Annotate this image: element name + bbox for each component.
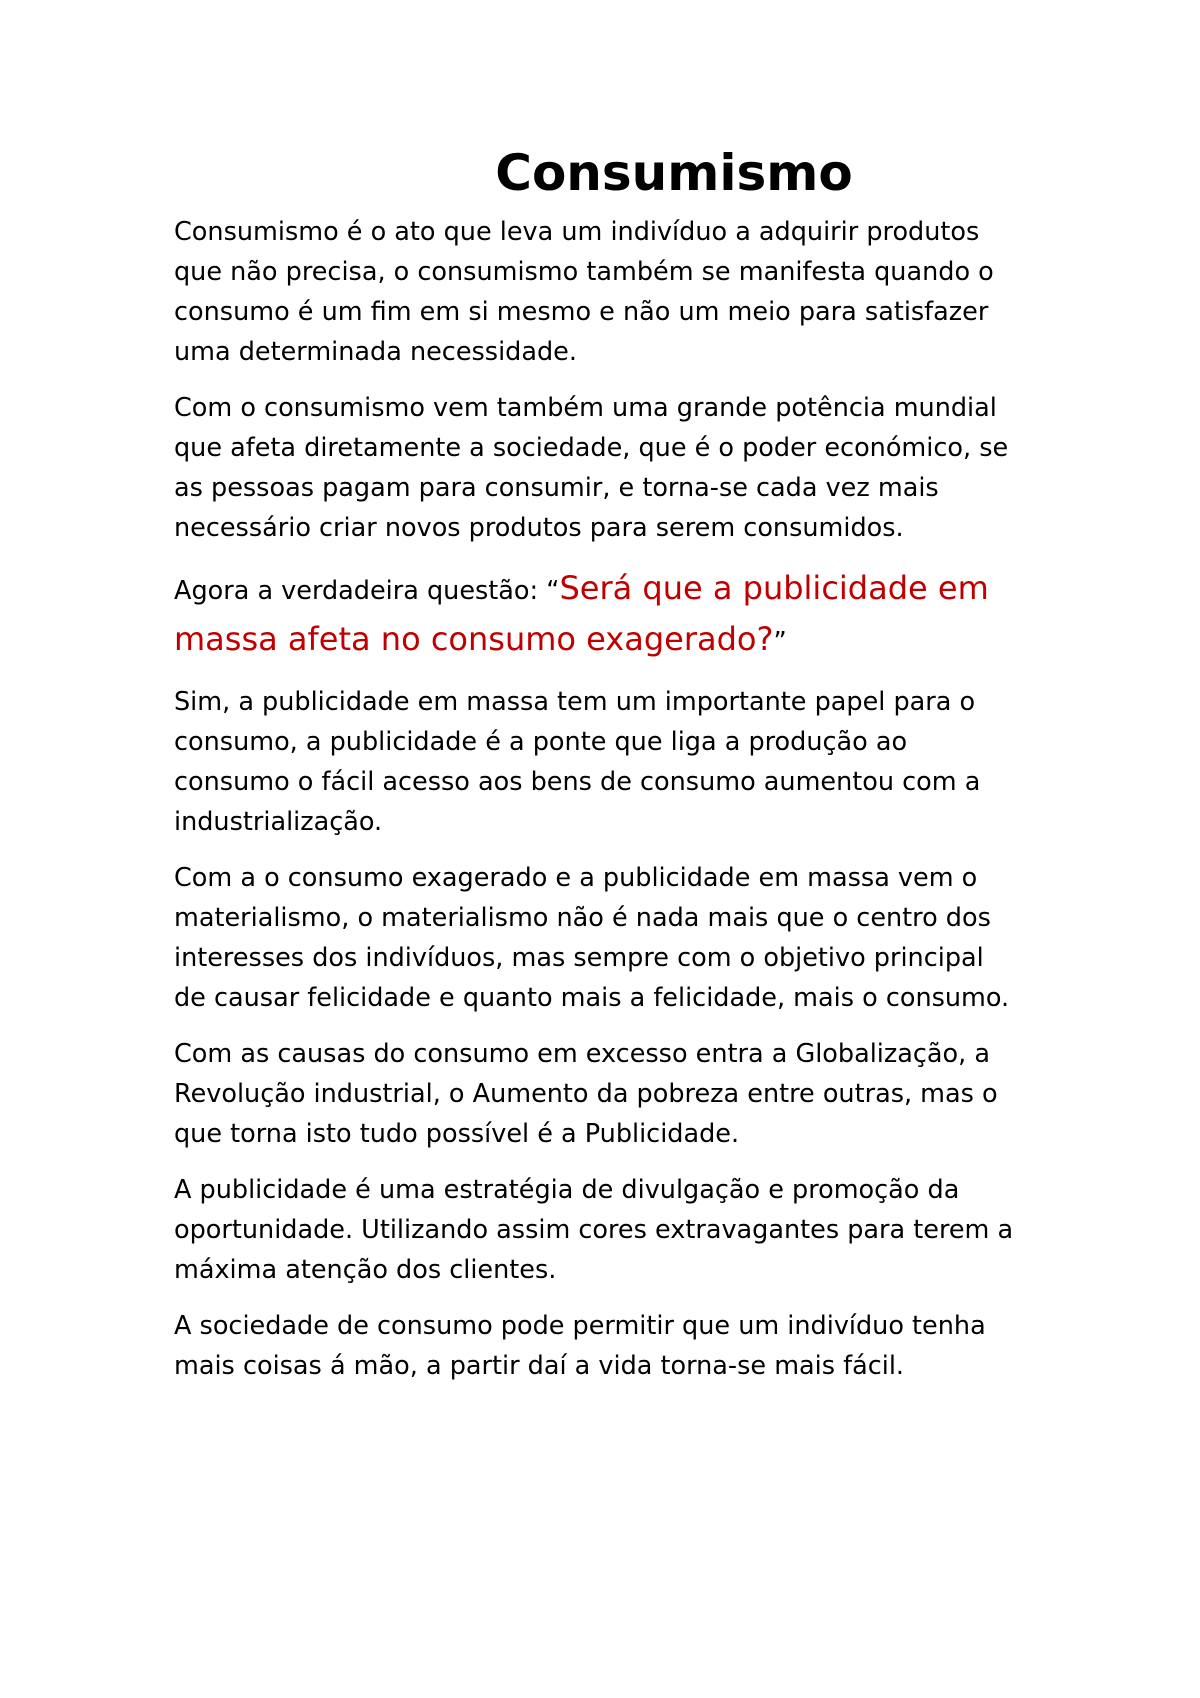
- text-line: Consumismo é o ato que leva um indivíduo a adquirir produtos: [174, 217, 980, 247]
- text-line: Com as causas do consumo em excesso entra a Globalização, a: [174, 1039, 990, 1069]
- text-line: Revolução industrial, o Aumento da pobreza entre outras, mas o: [174, 1079, 998, 1109]
- paragraph-causes: [174, 1034, 1044, 1154]
- text-line: A publicidade é uma estratégia de divulgação e promoção da: [174, 1175, 960, 1205]
- paragraph-economic-power: [174, 388, 1044, 548]
- paragraph-definition: [174, 212, 1044, 372]
- paragraph-advertising-strategy: [174, 1170, 1044, 1290]
- open-quote: “: [546, 576, 560, 606]
- text-line: que torna isto tudo possível é a Publicidade.: [174, 1119, 740, 1149]
- question-intro: Agora a verdadeira questão:: [174, 576, 547, 606]
- paragraph-materialism: [174, 858, 1044, 1018]
- document-body: [174, 212, 1044, 1402]
- text-line: máxima atenção dos clientes.: [174, 1255, 557, 1285]
- text-line: industrialização.: [174, 807, 383, 837]
- text-line: consumo, a publicidade é a ponte que liga a produção ao: [174, 727, 908, 757]
- text-line: uma determinada necessidade.: [174, 337, 577, 367]
- paragraph-question: [174, 564, 1044, 666]
- close-quote: ”: [773, 627, 787, 657]
- text-line: A sociedade de consumo pode permitir que um indivíduo tenha: [174, 1311, 986, 1341]
- document-title: Consumismo: [495, 144, 853, 202]
- text-line: consumo é um fim em si mesmo e não um meio para satisfazer: [174, 297, 989, 327]
- paragraph-conclusion: [174, 1306, 1044, 1386]
- text-line: consumo o fácil acesso aos bens de consumo aumentou com a: [174, 767, 981, 797]
- text-line: que não precisa, o consumismo também se manifesta quando o: [174, 257, 994, 287]
- text-line: mais coisas á mão, a partir daí a vida torna-se mais fácil.: [174, 1351, 905, 1381]
- text-line: necessário criar novos produtos para serem consumidos.: [174, 513, 904, 543]
- text-line: oportunidade. Utilizando assim cores extravagantes para terem a: [174, 1215, 1014, 1245]
- text-line: de causar felicidade e quanto mais a felicidade, mais o consumo.: [174, 983, 1010, 1013]
- paragraph-answer: [174, 682, 1044, 842]
- text-line: Com o consumismo vem também uma grande potência mundial: [174, 393, 997, 423]
- text-line: Sim, a publicidade em massa tem um importante papel para o: [174, 687, 976, 717]
- text-line: materialismo, o materialismo não é nada mais que o centro dos: [174, 903, 991, 933]
- question-line: [174, 615, 1044, 666]
- text-line: Com a o consumo exagerado e a publicidade em massa vem o: [174, 863, 978, 893]
- question-highlight: massa afeta no consumo exagerado?: [174, 620, 774, 658]
- text-line: as pessoas pagam para consumir, e torna-se cada vez mais: [174, 473, 939, 503]
- text-line: interesses dos indivíduos, mas sempre com o objetivo principal: [174, 943, 984, 973]
- question-line: [174, 564, 1044, 615]
- question-highlight: Será que a publicidade em: [559, 569, 989, 607]
- text-line: que afeta diretamente a sociedade, que é o poder económico, se: [174, 433, 1009, 463]
